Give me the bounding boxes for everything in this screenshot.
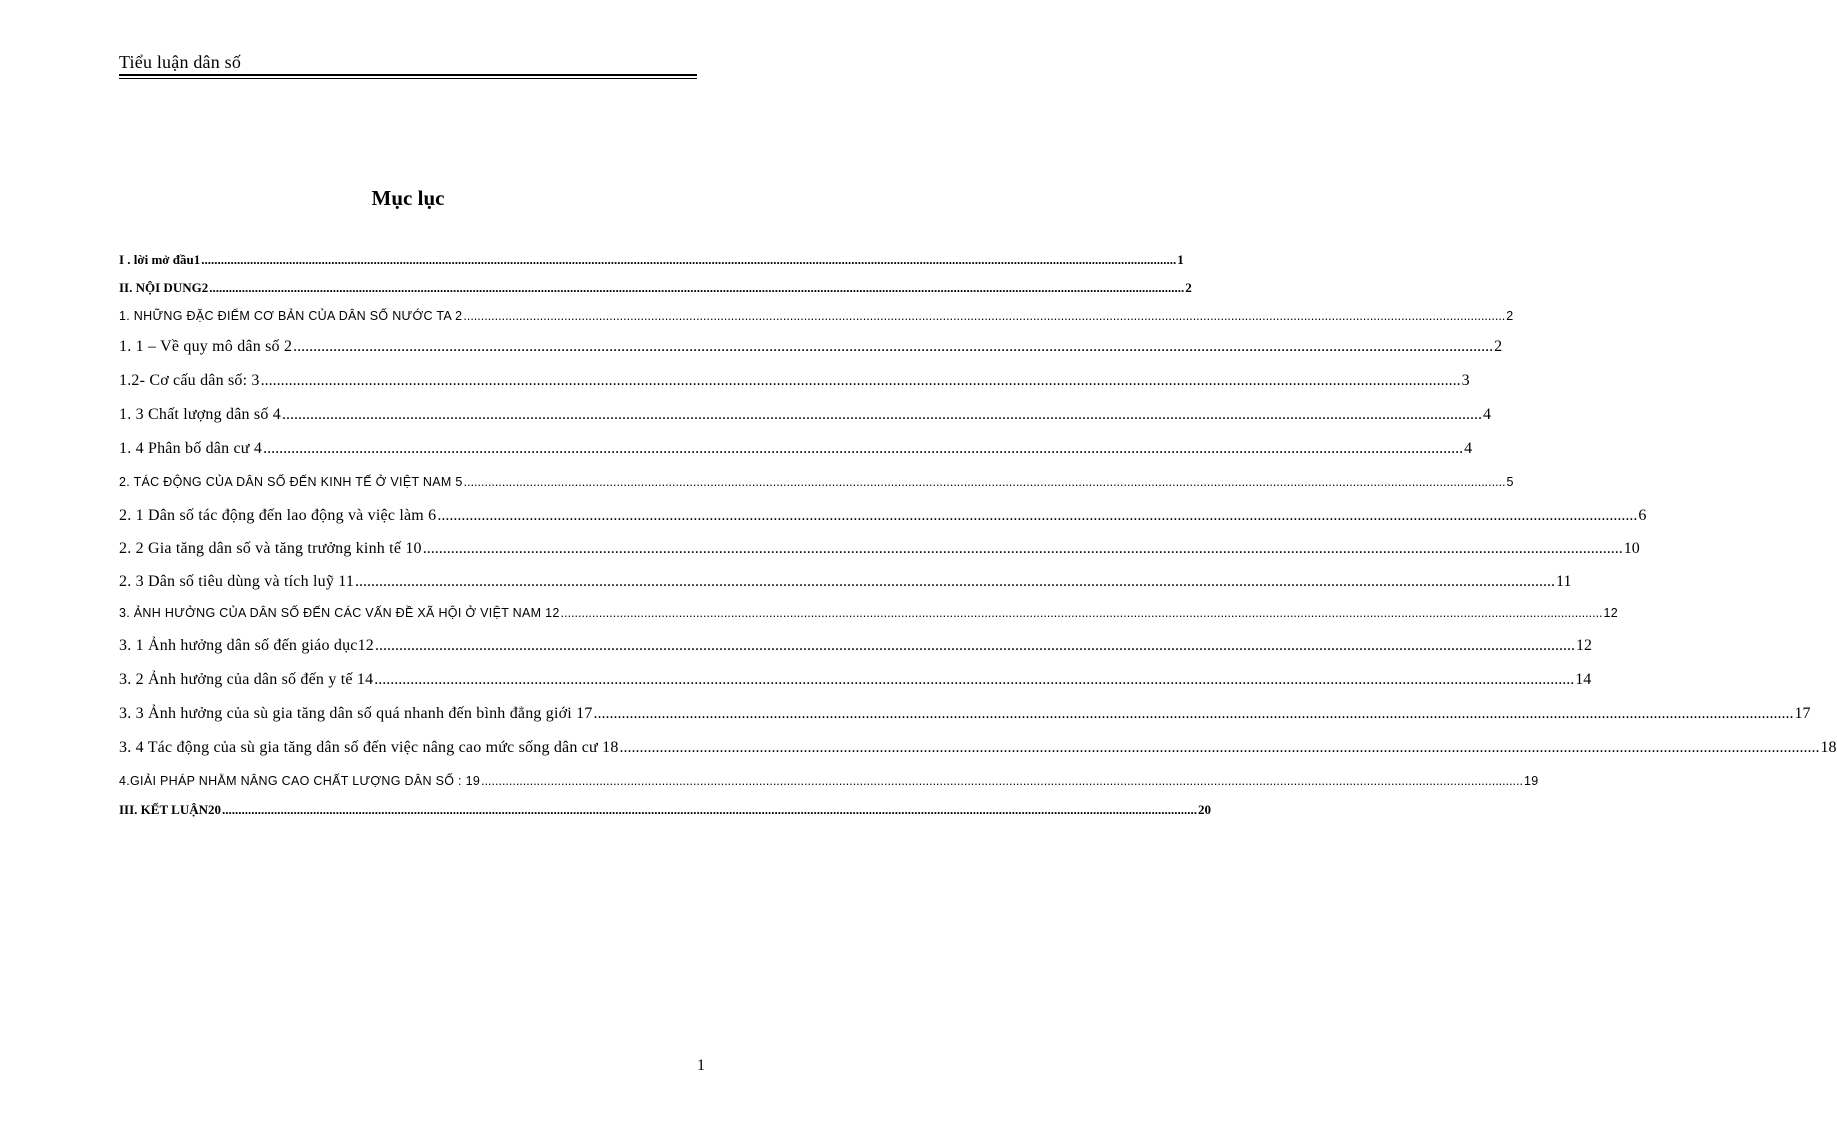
toc-entry-title: 2. 3 Dân số tiêu dùng và tích luỹ 11	[119, 573, 355, 590]
toc-entry-leader: ............................................................................................................................................................................................................................................................................................................	[437, 507, 1638, 524]
toc-entry[interactable]	[119, 252, 1184, 268]
toc-entry-leader: ............................................................................................................................................................................................................................................................................................................	[293, 338, 1494, 355]
toc-entry-page: 4	[1464, 440, 1473, 457]
toc-entry-leader: ............................................................................................................................................................................................................................................................................................................	[560, 606, 1603, 620]
toc-entry[interactable]	[119, 309, 1514, 323]
toc-entry[interactable]	[119, 774, 1539, 788]
toc-entry-leader: ............................................................................................................................................................................................................................................................................................................	[260, 372, 1461, 389]
toc-entry[interactable]	[119, 573, 1572, 591]
toc-entry-title: 2. 1 Dân số tác động đến lao động và việc làm 6	[119, 507, 437, 524]
toc-entry-leader: ............................................................................................................................................................................................................................................................................................................	[463, 309, 1506, 323]
toc-entry-page: 20	[1197, 802, 1211, 817]
toc-entry-page: 19	[1523, 774, 1539, 788]
toc-entry-page: 1	[1177, 252, 1184, 267]
toc-entry-leader: ............................................................................................................................................................................................................................................................................................................	[422, 540, 1623, 557]
toc-entry-title: 1. 1 – Về quy mô dân số 2	[119, 338, 293, 355]
toc-entry-title: 1. 4 Phân bố dân cư 4	[119, 440, 263, 457]
toc-entry[interactable]	[119, 705, 1811, 723]
toc-entry-title: 2. 2 Gia tăng dân số và tăng trưởng kinh tế 10	[119, 540, 422, 557]
toc-entry-leader: ............................................................................................................................................................................................................................................................................................................	[374, 671, 1575, 688]
toc-entry[interactable]	[119, 671, 1592, 689]
toc-entry-leader: ............................................................................................................................................................................................................................................................................................................	[593, 705, 1794, 722]
toc-entry-title: 3. 4 Tác động của sù gia tăng dân số đến việc nâng cao mức sống dân cư 18	[119, 739, 619, 756]
toc-entry-leader: ............................................................................................................................................................................................................................................................................................................	[221, 802, 1197, 817]
toc-entry-page: 2	[1506, 309, 1514, 323]
toc-entry[interactable]	[119, 280, 1192, 296]
toc-entry-page: 12	[1603, 606, 1619, 620]
toc-entry-leader: ............................................................................................................................................................................................................................................................................................................	[281, 406, 1482, 423]
toc-entry-page: 3	[1461, 372, 1470, 389]
toc-entry-title: 1. 3 Chất lượng dân số 4	[119, 406, 281, 423]
toc-entry[interactable]	[119, 440, 1473, 458]
toc-entry[interactable]	[119, 802, 1211, 818]
toc-entry[interactable]	[119, 372, 1470, 390]
toc-entry-title: 3. 3 Ảnh hưởng của sù gia tăng dân số quá nhanh đến bình đẳng giới 17	[119, 705, 593, 722]
toc-entry[interactable]	[119, 338, 1503, 356]
toc-entry-page: 11	[1556, 573, 1572, 590]
toc-entry-leader: ............................................................................................................................................................................................................................................................................................................	[619, 739, 1820, 756]
toc-entry-leader: ............................................................................................................................................................................................................................................................................................................	[463, 475, 1506, 489]
toc-entry-page: 12	[1575, 637, 1592, 654]
toc-entry-title: 1. NHỮNG ĐẶC ĐIỂM CƠ BẢN CỦA DÂN SỐ NƯỚC TA 2	[119, 309, 463, 323]
toc-entry[interactable]	[119, 406, 1491, 424]
toc-entry-page: 6	[1638, 507, 1647, 524]
toc-title	[0, 186, 816, 211]
toc-entry-title: III. KẾT LUẬN20	[119, 802, 221, 817]
header-rule	[119, 74, 697, 79]
toc-entry-title: 1.2- Cơ cấu dân số: 3	[119, 372, 260, 389]
toc-entry-leader: ............................................................................................................................................................................................................................................................................................................	[263, 440, 1464, 457]
toc-entry-title: 3. ẢNH HƯỞNG CỦA DÂN SỐ ĐẾN CÁC VẤN ĐỀ XÃ HỘI Ở VIỆT NAM 12	[119, 606, 560, 620]
toc-entry-page: 2	[1494, 338, 1503, 355]
toc-entry[interactable]	[119, 739, 1837, 757]
toc-entry-page: 17	[1794, 705, 1811, 722]
page-number: 1	[697, 1057, 705, 1074]
toc-entry-leader: ............................................................................................................................................................................................................................................................................................................	[374, 637, 1575, 654]
toc-entry-title: II. NỘI DUNG2	[119, 280, 209, 295]
toc-entry-page: 5	[1506, 475, 1514, 489]
toc-entry-leader: ............................................................................................................................................................................................................................................................................................................	[201, 252, 1177, 267]
toc-entry-title: 3. 1 Ảnh hưởng dân số đến giáo dục12	[119, 637, 374, 654]
toc-entry-leader: ............................................................................................................................................................................................................................................................................................................	[209, 280, 1185, 295]
toc-entry-title: 3. 2 Ảnh hưởng của dân số đến y tế 14	[119, 671, 374, 688]
toc-entry-page: 4	[1482, 406, 1491, 423]
toc-entry-page: 18	[1820, 739, 1837, 756]
toc-entry-page: 14	[1575, 671, 1592, 688]
toc-entry-title: 4.GIẢI PHÁP NHẰM NÂNG CAO CHẤT LƯỢNG DÂN SỐ : 19	[119, 774, 481, 788]
toc-entry[interactable]	[119, 540, 1640, 558]
toc-entry[interactable]	[119, 606, 1619, 620]
toc-entry-leader: ............................................................................................................................................................................................................................................................................................................	[355, 573, 1556, 590]
toc-entry[interactable]	[119, 637, 1592, 655]
toc-entry[interactable]	[119, 507, 1647, 525]
toc-entry-title: 2. TÁC ĐỘNG CỦA DÂN SỐ ĐẾN KINH TẾ Ở VIỆT NAM 5	[119, 475, 463, 489]
toc-entry[interactable]	[119, 475, 1514, 489]
toc-entry-leader: ............................................................................................................................................................................................................................................................................................................	[481, 774, 1523, 788]
toc-entry-page: 2	[1185, 280, 1192, 295]
running-header-title: Tiểu luận dân số	[119, 52, 242, 72]
toc-title-text: Mục lục	[371, 186, 445, 210]
toc-entry-page: 10	[1623, 540, 1640, 557]
toc-entry-title: I . lời mở đầu1	[119, 252, 201, 267]
